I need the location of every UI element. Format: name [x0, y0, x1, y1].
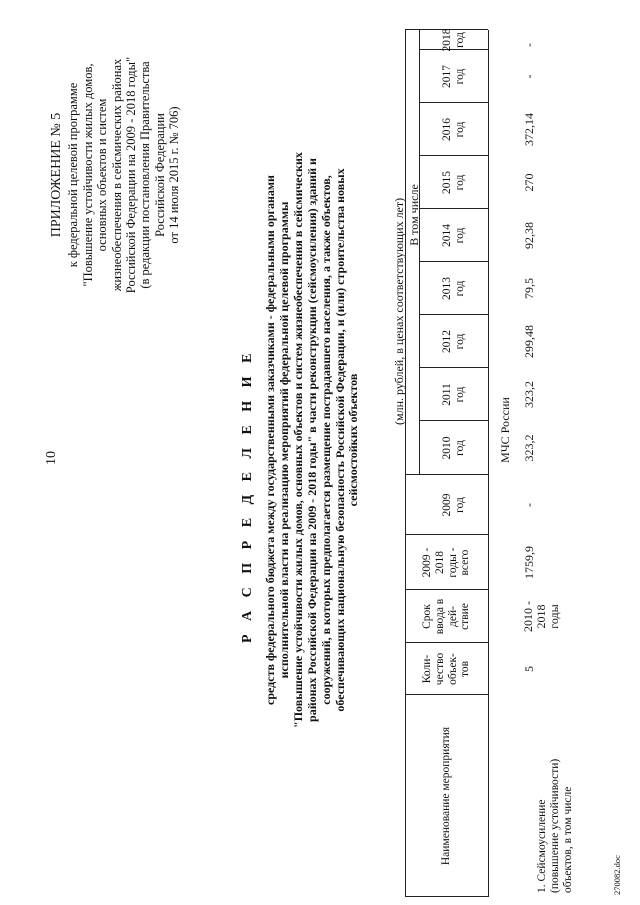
header-year-2009: 2009 год	[440, 493, 466, 517]
appendix-line: основных объектов и систем	[95, 98, 110, 252]
header-year-2010: 2010 год	[440, 436, 466, 460]
header-year-2012: 2012 год	[440, 330, 466, 353]
page-number: 10	[44, 451, 59, 465]
appendix-line: "Повышение устойчивости жилых домов,	[80, 63, 95, 287]
row-name: 1. Сейсмоусиление (повышение устойчивости) объектов, в том числе	[536, 758, 574, 893]
row-year-2010: 323,2	[522, 434, 536, 462]
table-header-bottom	[488, 30, 489, 897]
appendix-line: к федеральной целевой программе	[66, 82, 81, 268]
appendix-line: жизнеобеспечения в сейсмических районах	[109, 58, 124, 292]
document-heading: Р А С П Р Е Д Е Л Е Н И Е	[240, 348, 255, 643]
header-year-2013: 2013 год	[440, 277, 466, 300]
subtitle-line: обеспечивающих национальную безопасность Российской Федерации, и (или) строительства новых	[332, 168, 347, 712]
subtitle-line: средств федерального бюджета между государственными заказчиками - федеральными органами	[263, 175, 277, 705]
row-year-2014: 92,38	[522, 222, 536, 249]
header-count: Коли- чество объек- тов	[421, 652, 472, 686]
row-count: 5	[522, 666, 536, 672]
header-in-total: В том числе	[407, 184, 421, 246]
header-total: 2009 - 2018 годы - всего	[421, 547, 472, 578]
appendix-block	[50, 25, 182, 325]
row-total: 1759,9	[522, 546, 536, 579]
units-note: (млн. рублей, в ценах соответствующих лет)	[392, 197, 406, 425]
row-year-2015: 270	[522, 173, 536, 192]
appendix-line: от 14 июля 2015 г. № 706)	[167, 106, 182, 244]
footer-file-code: 270082.doc	[612, 855, 622, 895]
row-year-2018: -	[522, 43, 536, 47]
subtitle-line: сооружений, в которых предполагается размещение пострадавшего населения, а также объектов,	[318, 175, 333, 705]
document-subtitle	[264, 45, 361, 835]
appendix-line: Российской Федерации	[152, 113, 167, 237]
header-year-2014: 2014 год	[440, 224, 466, 247]
row-year-2013: 79,5	[522, 278, 536, 299]
header-term: Срок ввода в дей- ствие	[421, 598, 472, 635]
header-name: Наименование мероприятия	[440, 726, 453, 866]
row-year-2009: -	[522, 503, 536, 507]
ministry-label: МЧС России	[498, 397, 512, 463]
row-year-2012: 299,48	[522, 325, 536, 358]
row-term: 2010 - 2018 годы	[521, 601, 561, 632]
appendix-line: (в редакции постановления Правительства	[138, 61, 153, 289]
header-year-2017: 2017 год	[440, 65, 466, 88]
header-year-2018: 2018 год	[440, 28, 466, 52]
header-year-2015: 2015 год	[440, 171, 466, 194]
row-year-2011: 323,2	[522, 381, 536, 408]
header-year-2016: 2016 год	[440, 118, 466, 141]
subtitle-line: "Повышение устойчивости жилых домов, основных объектов и систем жизнеобеспечения в сейсмических	[290, 152, 305, 728]
header-year-2011: 2011 год	[440, 383, 466, 406]
row-year-2016: 372,14	[522, 113, 536, 146]
appendix-title: ПРИЛОЖЕНИЕ № 5	[49, 112, 64, 238]
row-year-2017: -	[522, 74, 536, 79]
subtitle-line: сейсмостойких объектов	[346, 373, 361, 507]
appendix-line: Российской Федерации на 2009 - 2018 годы"	[124, 56, 139, 294]
subtitle-line: исполнительной власти на реализацию мероприятий федеральной целевой программы	[276, 201, 291, 679]
subtitle-line: районах Российской Федерации на 2009 - 2018 годы" в части реконструкции (сейсмоусиления) зданий и	[304, 158, 319, 722]
